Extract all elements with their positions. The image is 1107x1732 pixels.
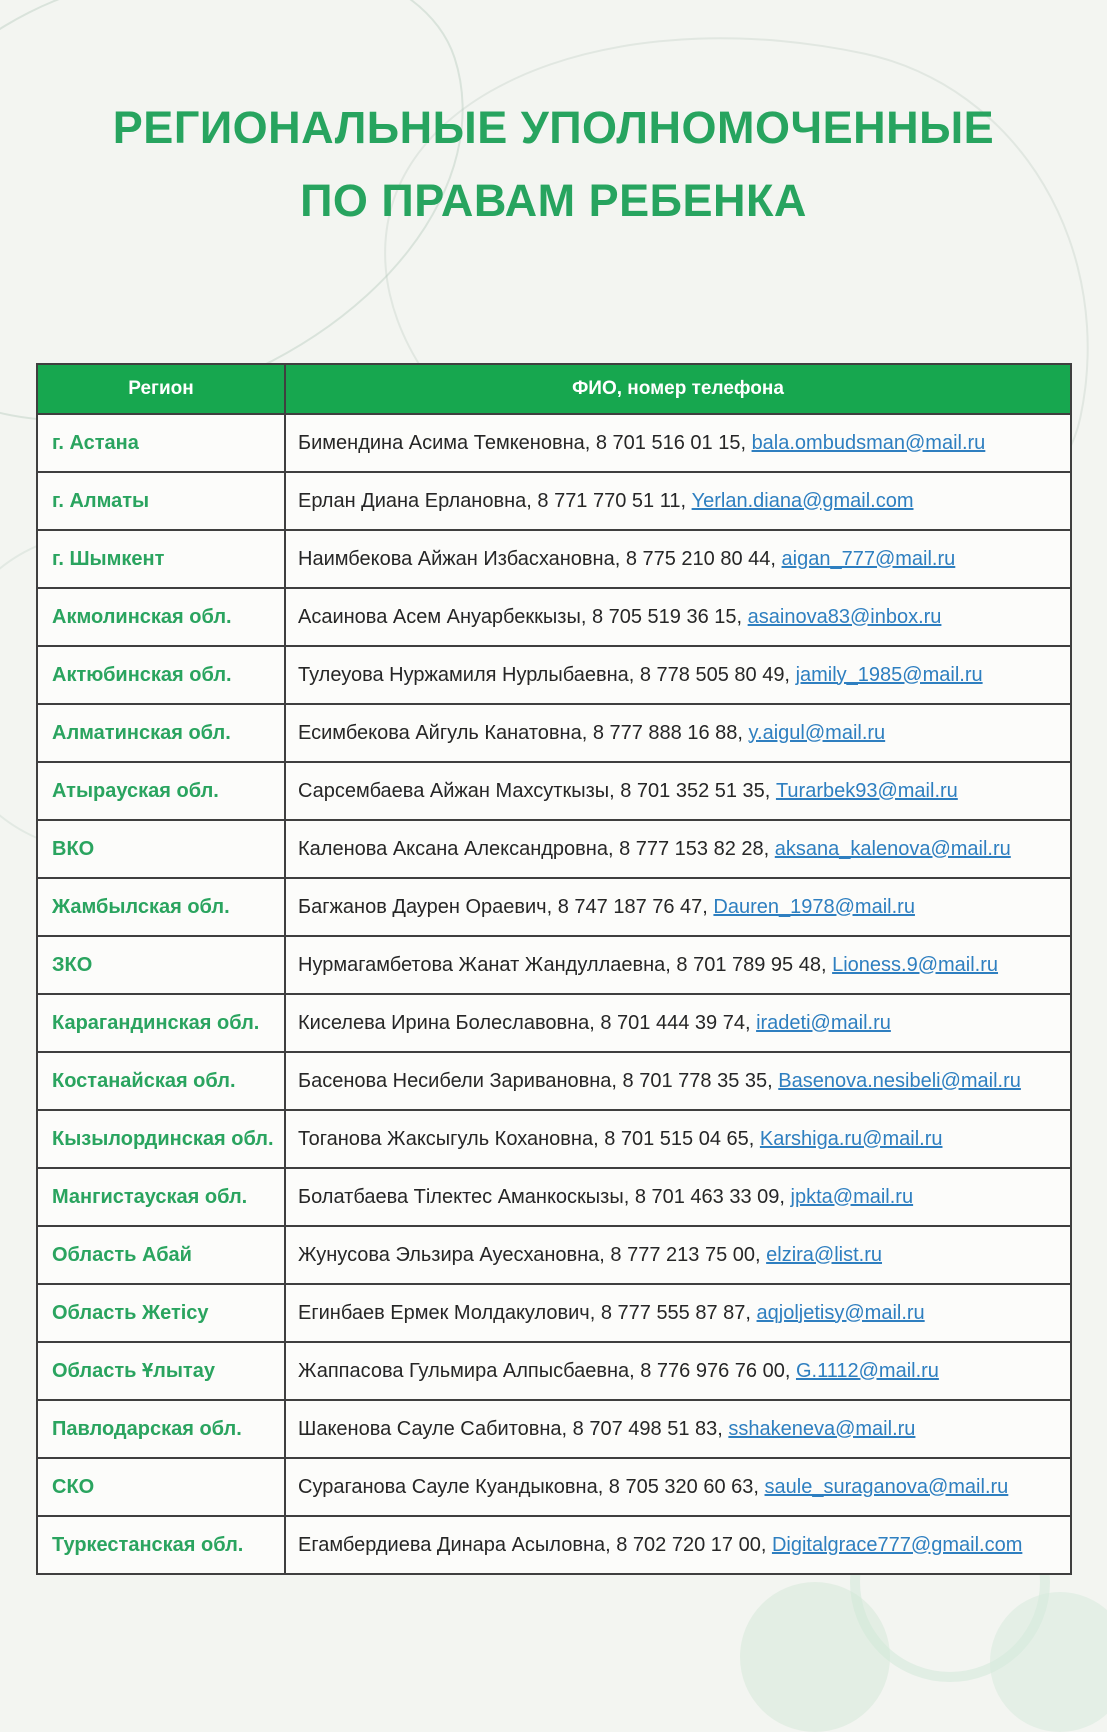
region-label: Жамбылская обл. bbox=[37, 878, 285, 936]
contact-cell bbox=[285, 1342, 1071, 1400]
table-row bbox=[37, 704, 1071, 762]
contact-name-phone: Сарсембаева Айжан Махсуткызы, 8 701 352 51 35, bbox=[298, 779, 771, 802]
contact-name-phone: Басенова Несибели Заривановна, 8 701 778 35 35, bbox=[298, 1069, 773, 1092]
table-row bbox=[37, 878, 1071, 936]
email-link[interactable]: jpkta@mail.ru bbox=[790, 1185, 914, 1208]
region-label: Кызылординская обл. bbox=[37, 1110, 285, 1168]
contact-name-phone: Наимбекова Айжан Избасхановна, 8 775 210 80 44, bbox=[298, 547, 776, 570]
contact-cell bbox=[285, 530, 1071, 588]
table-row bbox=[37, 1516, 1071, 1574]
contact-cell bbox=[285, 1400, 1071, 1458]
table-row bbox=[37, 646, 1071, 704]
email-link[interactable]: aigan_777@mail.ru bbox=[781, 547, 956, 570]
email-link[interactable]: elzira@list.ru bbox=[766, 1243, 883, 1266]
contact-cell bbox=[285, 1052, 1071, 1110]
contact-name-phone: Асаинова Асем Ануарбеккызы, 8 705 519 36 15, bbox=[298, 605, 743, 628]
region-label: Область Ұлытау bbox=[37, 1342, 285, 1400]
contact-name-phone: Бимендина Асима Темкеновна, 8 701 516 01 15, bbox=[298, 431, 746, 454]
region-label: Мангистауская обл. bbox=[37, 1168, 285, 1226]
email-link[interactable]: y.aigul@mail.ru bbox=[748, 721, 886, 744]
region-label: Область Жетісу bbox=[37, 1284, 285, 1342]
column-header-region: Регион bbox=[37, 364, 285, 414]
contact-cell bbox=[285, 646, 1071, 704]
contact-cell bbox=[285, 414, 1071, 472]
email-link[interactable]: saule_suraganova@mail.ru bbox=[764, 1475, 1009, 1498]
region-label: Туркестанская обл. bbox=[37, 1516, 285, 1574]
email-link[interactable]: iradeti@mail.ru bbox=[756, 1011, 891, 1034]
column-header-contact: ФИО, номер телефона bbox=[285, 364, 1071, 414]
background-circle-fill bbox=[990, 1592, 1107, 1732]
region-label: ВКО bbox=[37, 820, 285, 878]
region-label: Атырауская обл. bbox=[37, 762, 285, 820]
contact-cell bbox=[285, 1110, 1071, 1168]
region-label: Павлодарская обл. bbox=[37, 1400, 285, 1458]
contact-cell bbox=[285, 472, 1071, 530]
email-link[interactable]: Turarbek93@mail.ru bbox=[775, 779, 958, 802]
contact-name-phone: Багжанов Даурен Ораевич, 8 747 187 76 47, bbox=[298, 895, 708, 918]
table-row bbox=[37, 1400, 1071, 1458]
contact-name-phone: Сураганова Сауле Куандыковна, 8 705 320 60 63, bbox=[298, 1475, 759, 1498]
email-link[interactable]: Karshiga.ru@mail.ru bbox=[759, 1127, 943, 1150]
region-label: ЗКО bbox=[37, 936, 285, 994]
contact-cell bbox=[285, 820, 1071, 878]
table-row bbox=[37, 1110, 1071, 1168]
contact-name-phone: Тулеуова Нуржамиля Нурлыбаевна, 8 778 505 80 49, bbox=[298, 663, 790, 686]
contact-cell bbox=[285, 994, 1071, 1052]
email-link[interactable]: Dauren_1978@mail.ru bbox=[713, 895, 915, 918]
email-link[interactable]: Lioness.9@mail.ru bbox=[832, 953, 999, 976]
region-label: Актюбинская обл. bbox=[37, 646, 285, 704]
region-label: Костанайская обл. bbox=[37, 1052, 285, 1110]
contact-name-phone: Шакенова Сауле Сабитовна, 8 707 498 51 83, bbox=[298, 1417, 723, 1440]
email-link[interactable]: Digitalgrace777@gmail.com bbox=[771, 1533, 1023, 1556]
contact-cell bbox=[285, 588, 1071, 646]
table-row bbox=[37, 530, 1071, 588]
contact-name-phone: Жаппасова Гульмира Алпысбаевна, 8 776 976 76 00, bbox=[298, 1359, 791, 1382]
contact-name-phone: Болатбаева Тілектес Аманкоскызы, 8 701 463 33 09, bbox=[298, 1185, 785, 1208]
contact-cell bbox=[285, 878, 1071, 936]
contact-cell bbox=[285, 1226, 1071, 1284]
region-label: г. Астана bbox=[37, 414, 285, 472]
email-link[interactable]: aksana_kalenova@mail.ru bbox=[774, 837, 1011, 860]
region-label: г. Шымкент bbox=[37, 530, 285, 588]
contact-name-phone: Есимбекова Айгуль Канатовна, 8 777 888 16 88, bbox=[298, 721, 743, 744]
table-row bbox=[37, 1168, 1071, 1226]
contact-name-phone: Нурмагамбетова Жанат Жандуллаевна, 8 701 789 95 48, bbox=[298, 953, 827, 976]
contact-cell bbox=[285, 1284, 1071, 1342]
table-row bbox=[37, 1284, 1071, 1342]
table-row bbox=[37, 762, 1071, 820]
table-row bbox=[37, 1458, 1071, 1516]
region-label: Карагандинская обл. bbox=[37, 994, 285, 1052]
contact-cell bbox=[285, 936, 1071, 994]
contact-name-phone: Жунусова Эльзира Ауесхановна, 8 777 213 75 00, bbox=[298, 1243, 761, 1266]
table-row bbox=[37, 414, 1071, 472]
contact-name-phone: Егинбаев Ермек Молдакулович, 8 777 555 87 87, bbox=[298, 1301, 751, 1324]
table-row bbox=[37, 936, 1071, 994]
contact-cell bbox=[285, 1458, 1071, 1516]
page-title: РЕГИОНАЛЬНЫЕ УПОЛНОМОЧЕННЫЕ ПО ПРАВАМ РЕБЕНКА bbox=[112, 102, 995, 226]
region-label: Акмолинская обл. bbox=[37, 588, 285, 646]
email-link[interactable]: G.1112@mail.ru bbox=[795, 1359, 939, 1382]
region-label: Алматинская обл. bbox=[37, 704, 285, 762]
email-link[interactable]: bala.ombudsman@mail.ru bbox=[751, 431, 986, 454]
contacts-table bbox=[36, 363, 1072, 1575]
region-label: г. Алматы bbox=[37, 472, 285, 530]
email-link[interactable]: sshakeneva@mail.ru bbox=[728, 1417, 916, 1440]
table-row bbox=[37, 820, 1071, 878]
contact-cell bbox=[285, 762, 1071, 820]
table-row bbox=[37, 1342, 1071, 1400]
contact-cell bbox=[285, 704, 1071, 762]
table-row bbox=[37, 1226, 1071, 1284]
table-body bbox=[37, 414, 1071, 1574]
email-link[interactable]: Yerlan.diana@gmail.com bbox=[691, 489, 914, 512]
email-link[interactable]: aqjoljetisy@mail.ru bbox=[756, 1301, 925, 1324]
contact-name-phone: Ерлан Диана Ерлановна, 8 771 770 51 11, bbox=[298, 489, 687, 512]
contact-name-phone: Киселева Ирина Болеславовна, 8 701 444 39 74, bbox=[298, 1011, 751, 1034]
region-label: СКО bbox=[37, 1458, 285, 1516]
table-row bbox=[37, 1052, 1071, 1110]
table-row bbox=[37, 994, 1071, 1052]
email-link[interactable]: Basenova.nesibeli@mail.ru bbox=[778, 1069, 1021, 1092]
contact-cell bbox=[285, 1168, 1071, 1226]
email-link[interactable]: jamily_1985@mail.ru bbox=[795, 663, 983, 686]
contact-name-phone: Тоганова Жаксыгуль Кохановна, 8 701 515 04 65, bbox=[298, 1127, 755, 1150]
region-label: Область Абай bbox=[37, 1226, 285, 1284]
table-row bbox=[37, 588, 1071, 646]
table-header-row bbox=[37, 364, 1071, 414]
contact-name-phone: Каленова Аксана Александровна, 8 777 153 82 28, bbox=[298, 837, 770, 860]
contact-name-phone: Егамбердиева Динара Асыловна, 8 702 720 17 00, bbox=[298, 1533, 767, 1556]
contact-cell bbox=[285, 1516, 1071, 1574]
background-circle-fill bbox=[740, 1582, 890, 1732]
table-row bbox=[37, 472, 1071, 530]
email-link[interactable]: asainova83@inbox.ru bbox=[747, 605, 942, 628]
